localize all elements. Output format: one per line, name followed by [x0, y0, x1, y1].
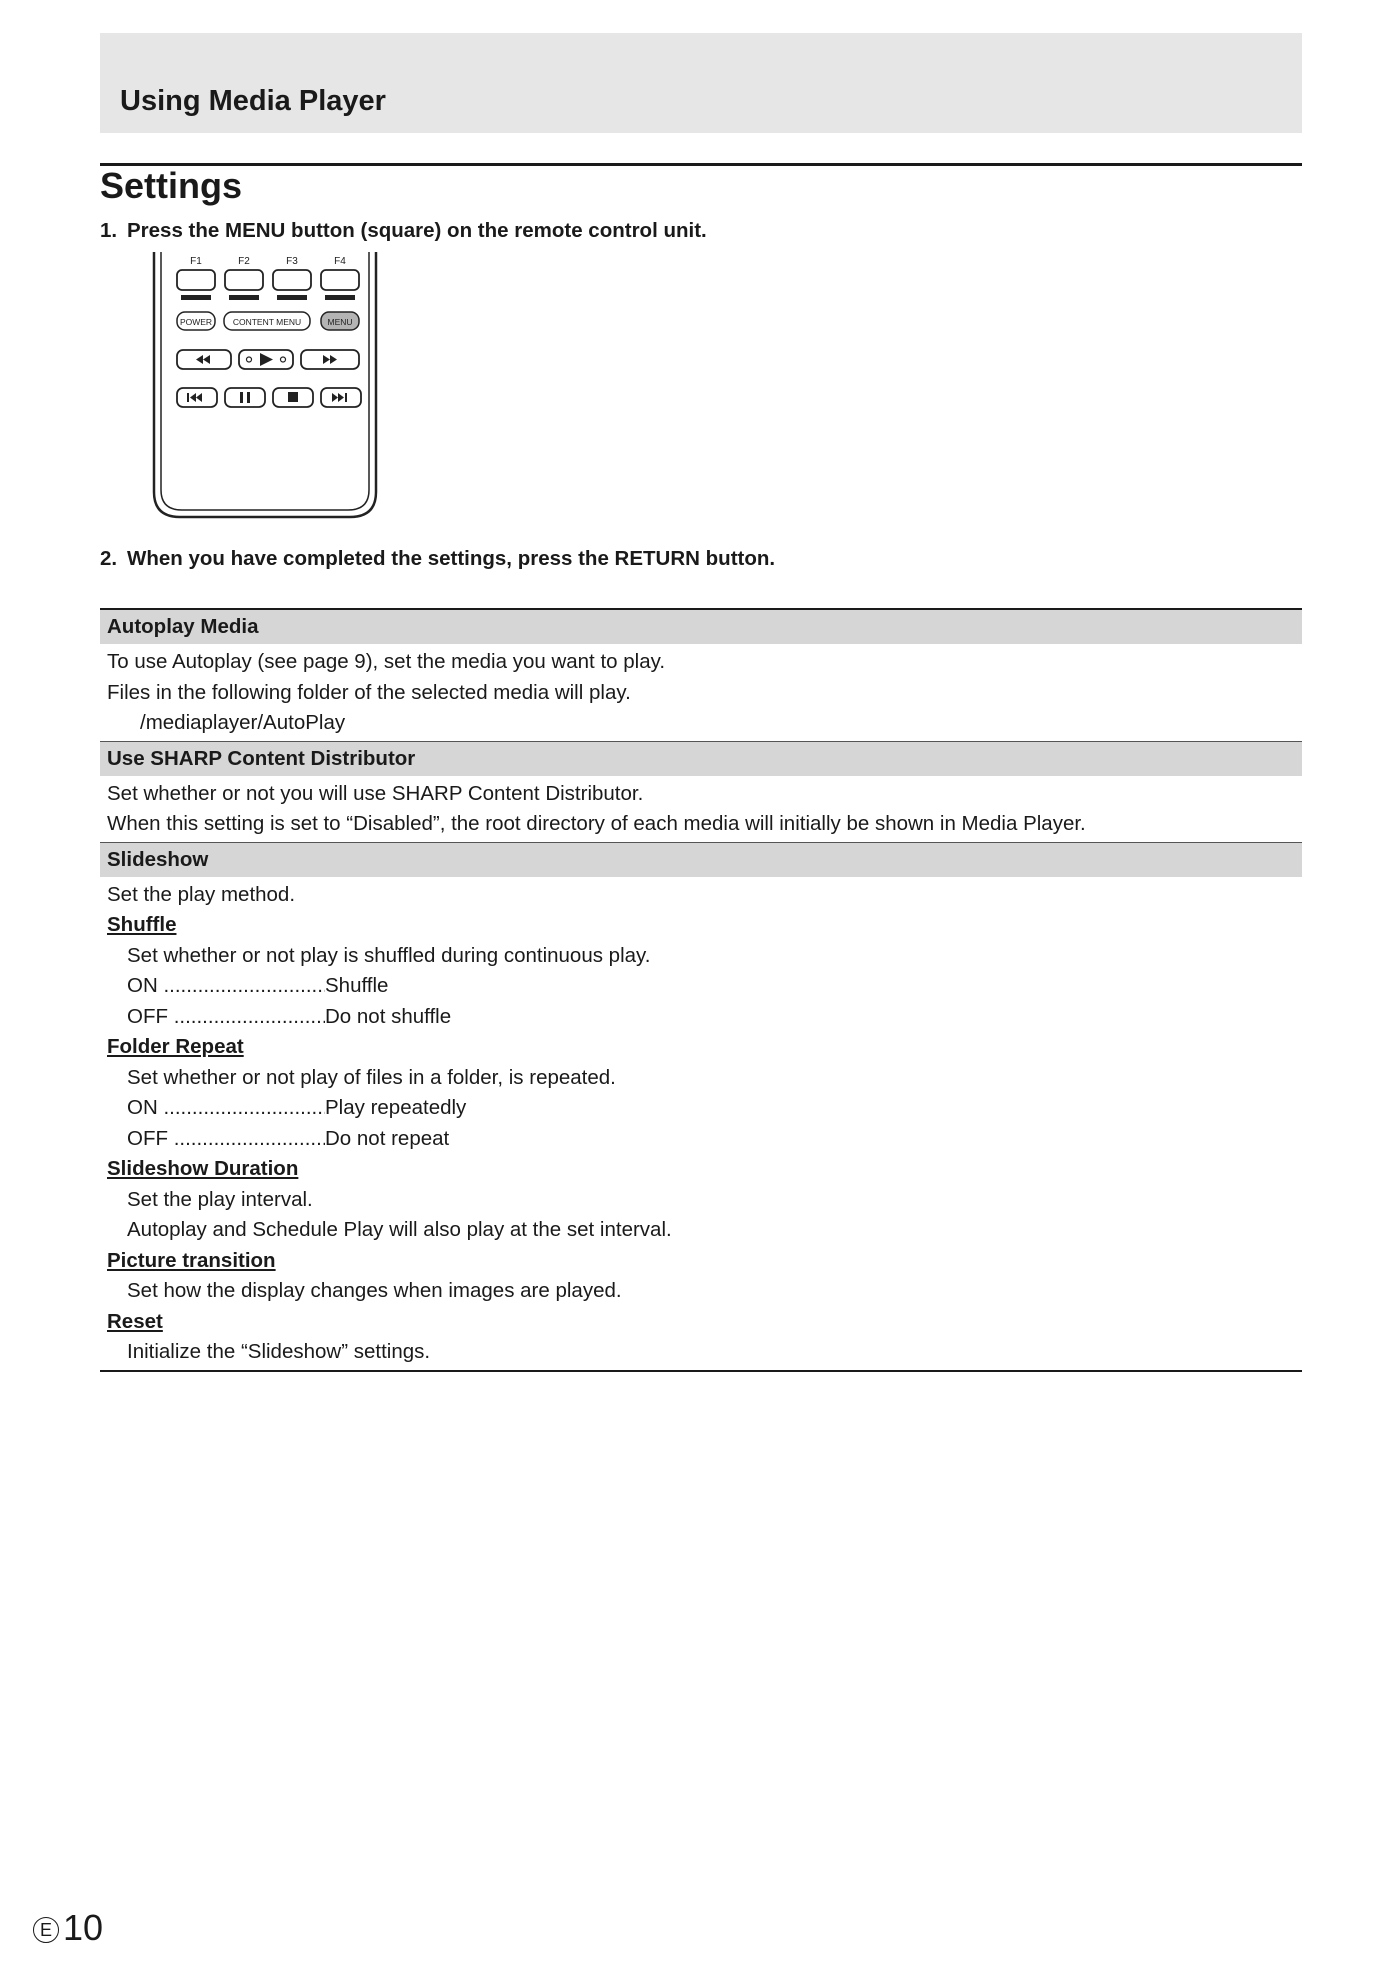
- distributor-body: [100, 776, 1302, 842]
- f2-button: [225, 270, 263, 290]
- reset-subheading: Reset: [107, 1309, 163, 1333]
- f3-label: F3: [286, 256, 298, 267]
- autoplay-body: [100, 644, 1302, 741]
- step-text: Press the MENU button (square) on the remote control unit.: [127, 219, 707, 242]
- header-band: [100, 33, 1302, 133]
- option-value: Play repeatedly: [325, 1096, 467, 1119]
- slideshow-intro: Set the play method.: [107, 882, 296, 906]
- duration-description: Autoplay and Schedule Play will also play at the set interval.: [127, 1218, 672, 1241]
- option-value: Shuffle: [325, 974, 389, 997]
- autoplay-heading: Autoplay Media: [100, 610, 1302, 644]
- f3-button: [273, 270, 311, 290]
- option-value: Do not repeat: [325, 1126, 450, 1150]
- option-key: ON .....: [127, 971, 325, 1002]
- step-1: [100, 219, 707, 243]
- transition-subheading: Picture transition: [107, 1248, 276, 1272]
- f1-label: F1: [190, 256, 202, 267]
- page-number: 10: [63, 1907, 104, 1948]
- step-2: [100, 547, 775, 571]
- f4-label: F4: [334, 256, 346, 267]
- option-key: OFF .....: [127, 1124, 325, 1155]
- stop-icon: [288, 392, 298, 402]
- content-menu-button-label: CONTENT MENU: [232, 317, 302, 327]
- section-title: Settings: [100, 165, 243, 206]
- distributor-line: When this setting is set to “Disabled”, the root directory of each media will initially be shown in Media Player.: [107, 812, 1086, 835]
- section-rule: [100, 163, 1302, 166]
- step-number: 1.: [100, 219, 118, 242]
- step-text: When you have completed the settings, press the RETURN button.: [127, 547, 776, 570]
- f4-button: [321, 270, 359, 290]
- menu-button-label: MENU: [327, 317, 353, 327]
- duration-description: Set the play interval.: [127, 1187, 313, 1211]
- shuffle-option-off: [107, 1002, 1302, 1033]
- shuffle-description: Set whether or not play is shuffled during continuous play.: [127, 943, 651, 967]
- folder-repeat-subheading: Folder Repeat: [107, 1035, 244, 1058]
- step-number: 2.: [100, 547, 118, 570]
- power-button-label: POWER: [179, 317, 213, 327]
- slideshow-heading: Slideshow: [100, 842, 1302, 877]
- folder-repeat-description: Set whether or not play of files in a folder, is repeated.: [127, 1065, 616, 1089]
- page-header-title: Using Media Player: [120, 85, 386, 117]
- reset-description: Initialize the “Slideshow” settings.: [127, 1340, 431, 1363]
- f2-label: F2: [238, 256, 250, 267]
- option-key: ON .....: [127, 1093, 325, 1124]
- remote-control-illustration: [150, 252, 390, 527]
- settings-table: [100, 608, 1302, 1372]
- autoplay-folder-path: /mediaplayer/AutoPlay: [140, 711, 346, 734]
- f1-button: [177, 270, 215, 290]
- folder-repeat-option-on: [107, 1093, 1302, 1124]
- autoplay-line: Files in the following folder of the selected media will play.: [107, 680, 631, 704]
- language-badge: E: [33, 1917, 59, 1943]
- page-footer: [33, 1907, 103, 1949]
- pause-button: [225, 388, 265, 407]
- option-value: Do not shuffle: [325, 1004, 452, 1028]
- option-key: OFF .....: [127, 1002, 325, 1033]
- shuffle-subheading: Shuffle: [107, 913, 177, 936]
- distributor-heading: Use SHARP Content Distributor: [100, 741, 1302, 776]
- folder-repeat-option-off: [107, 1124, 1302, 1155]
- transition-description: Set how the display changes when images are played.: [127, 1279, 622, 1302]
- autoplay-line: To use Autoplay (see page 9), set the media you want to play.: [107, 650, 666, 673]
- shuffle-option-on: [107, 971, 1302, 1002]
- slideshow-body: [100, 877, 1302, 1370]
- distributor-line: Set whether or not you will use SHARP Content Distributor.: [107, 781, 644, 805]
- duration-subheading: Slideshow Duration: [107, 1157, 299, 1180]
